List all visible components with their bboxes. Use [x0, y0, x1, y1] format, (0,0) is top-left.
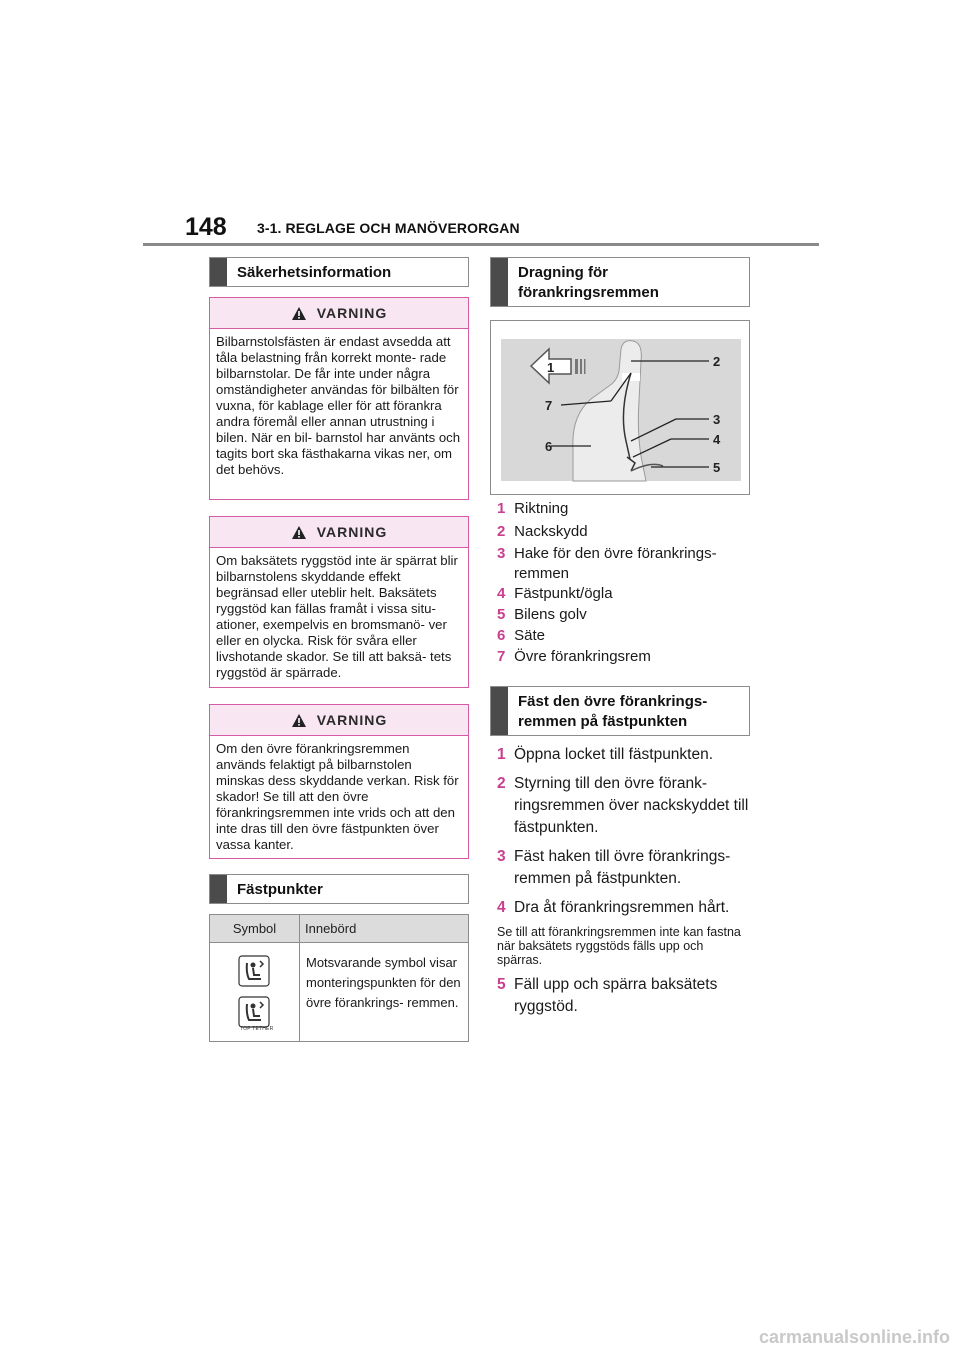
page-number: 148: [185, 213, 227, 241]
figure-label-3: 3: [713, 412, 721, 427]
step-item: 1 Öppna locket till fästpunkten.: [497, 746, 714, 763]
legend-item: 3 Hake för den övre förankrings- remmen: [497, 545, 717, 582]
warning-box-3: [209, 704, 469, 859]
child-seat-anchor-icon: [238, 955, 270, 987]
figure-label-4: 4: [713, 432, 721, 447]
legend-item: 4 Fästpunkt/ögla: [497, 585, 613, 602]
table-header-symbol: Symbol: [210, 915, 299, 943]
heading-bar: [210, 258, 227, 286]
anchor-points-heading-text: Fästpunkter: [237, 881, 323, 898]
warning-triangle-icon: [291, 713, 307, 728]
figure-label-6: 6: [545, 439, 553, 454]
header-divider: [143, 243, 819, 246]
symbol-table: [209, 914, 469, 1042]
figure-label-1: 1: [547, 360, 555, 375]
legend-item: 5 Bilens golv: [497, 606, 587, 623]
table-meaning-text: Motsvarande symbol visar monteringspunkten för den övre förankrings- remmen.: [306, 955, 461, 1010]
warning-triangle-icon: [291, 525, 307, 540]
warning-title-text: VARNING: [316, 712, 388, 728]
steps-list: [497, 744, 753, 1018]
heading-bar: [491, 687, 508, 735]
routing-heading: [490, 257, 750, 307]
tether-routing-figure: [490, 320, 750, 495]
legend-item: 6 Säte: [497, 627, 546, 644]
warning-body: Bilbarnstolsfästen är endast avsedda att tåla belastning från korrekt monte- rade bilbarnstolar. De får inte under några omständigheter användas för bilbälten för vuxna, för kablage eller för att förankra andra föremål eller annan utrustning i bilen. När en bil- barnstol har använts och tagits bort ska fästhakarna vikas ner, om det behövs.: [216, 334, 461, 477]
figure-label-7: 7: [545, 398, 553, 413]
warning-body: Om den övre förankringsremmen används felaktigt på bilbarnstolen minskas dess skyddande verkan. Risk för skador! Se till att den övre förankringsremmen inte vrids och att den inte dras till den övre fästpunkten över vassa kanter.: [216, 741, 459, 852]
warning-title: [210, 712, 468, 728]
top-tether-symbol: [238, 955, 270, 1031]
child-seat-anchor-icon: [238, 996, 270, 1028]
top-tether-caption: TOP TETHER: [240, 1026, 274, 1032]
table-divider: [299, 915, 300, 1041]
warning-triangle-icon: [291, 306, 307, 321]
step-item: 2 Styrning till den övre förank- ringsremmen över nackskyddet till fästpunkten.: [497, 775, 749, 836]
step-item: 3 Fäst haken till övre förankrings- remmen på fästpunkten.: [497, 848, 731, 887]
heading-bar: [210, 875, 227, 903]
legend-item: 2 Nackskydd: [497, 523, 588, 540]
warning-box-2: [209, 516, 469, 688]
note-text: Se till att förankringsremmen inte kan fastna när baksätets ryggstöds fälls upp och spärras.: [497, 925, 741, 967]
table-header-meaning: Innebörd: [300, 915, 468, 943]
section-title: 3-1. REGLAGE OCH MANÖVERORGAN: [257, 220, 520, 236]
legend-item: 7 Övre förankringsrem: [497, 648, 651, 665]
safety-info-heading: [209, 257, 469, 287]
watermark: carmanualsonline.info: [758, 1327, 950, 1347]
warning-body: Om baksätets ryggstöd inte är spärrat blir bilbarnstolens skyddande effekt begränsad eller uteblir helt. Baksätets ryggstöd kan fällas framåt i vissa situ- ationer, exempelvis en bromsmanö- ver eller en olycka. Risk för svåra eller livshotande skador. Se till att baksä- tets ryggstöd är spärrade.: [216, 553, 458, 680]
warning-title-text: VARNING: [316, 305, 388, 321]
attach-heading: [490, 686, 750, 736]
warning-title-text: VARNING: [316, 524, 388, 540]
tether-routing-illustration: [491, 321, 749, 494]
figure-label-2: 2: [713, 354, 721, 369]
warning-title: [210, 524, 468, 540]
heading-bar: [491, 258, 508, 306]
figure-label-5: 5: [713, 460, 721, 475]
warning-title: [210, 305, 468, 321]
legend-item: 1 Riktning: [497, 500, 569, 517]
attach-heading-text: Fäst den övre förankrings- remmen på fästpunkten: [518, 693, 708, 730]
step-item: 4 Dra åt förankringsremmen hårt.: [497, 899, 730, 916]
anchor-points-heading: [209, 874, 469, 904]
warning-box-1: [209, 297, 469, 500]
routing-heading-text: Dragning för förankringsremmen: [518, 264, 659, 301]
step-item: 5 Fäll upp och spärra baksätets ryggstöd.: [497, 976, 718, 1015]
safety-info-heading-text: Säkerhetsinformation: [237, 264, 392, 281]
